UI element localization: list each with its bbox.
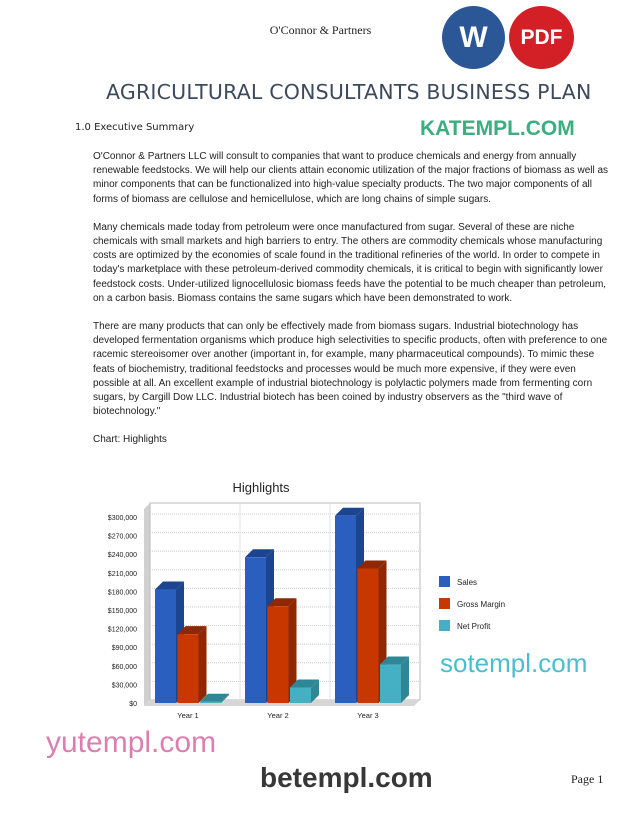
- watermark-logo: sotempl.com: [440, 648, 588, 678]
- bar-sales: [155, 590, 176, 703]
- y-tick-label: $150,000: [107, 608, 137, 615]
- y-tick-label: $90,000: [111, 645, 137, 653]
- paragraph: Many chemicals made today from petroleum were once manufactured from sugar. Several of these are niche chemicals with small markets and high barriers to entry. The others are commodity chemicals whose manufacturing costs are optimized by the economies of scale found in the traditional refineries of the world. In order to compete in today's marketplace with these petroleum-derived commodity chemicals, it is critical to begin with significantly lower feedstock costs. Under-utilized lignocellulosic biomass feeds have the potential to be much cheaper than petroleum, on a carbon basis. Biomass contains the same sugars which have been demonstrated to work.: [93, 221, 607, 304]
- bar-gross-margin: [178, 634, 199, 703]
- page-header: O'Connor & Partners: [269, 23, 372, 37]
- legend-swatch: [439, 576, 450, 587]
- paragraph: O'Connor & Partners LLC will consult to companies that want to produce chemicals and energy from annually renewable feedstocks. We will help our clients attain economic utilization of the major fractions of biomass as well as minor components that can be functionalized into high-value specialty products. The two major components of all forms of biomass are cellulose and hemicellulose, which are long chains of simple sugars.: [93, 151, 609, 205]
- pdf-badge-icon[interactable]: PDF: [509, 6, 574, 69]
- y-tick-label: $210,000: [107, 570, 137, 578]
- legend-label: Gross Margin: [457, 600, 506, 609]
- bar-side-gross-margin: [379, 560, 387, 703]
- bar-side-net-profit: [311, 680, 319, 704]
- y-tick-label: $180,000: [107, 589, 137, 597]
- y-tick-label: $60,000: [111, 663, 137, 671]
- chart-side-wall: [144, 503, 150, 706]
- watermark-logo: yutempl.com: [46, 726, 217, 759]
- bar-side-net-profit: [401, 657, 409, 703]
- y-tick-label: $0: [129, 701, 137, 708]
- chart-title: Highlights: [232, 480, 290, 495]
- bar-top-gross-margin: [178, 626, 207, 634]
- bar-sales: [335, 516, 356, 703]
- x-tick-label: Year 1: [177, 711, 199, 720]
- word-badge-icon[interactable]: W: [442, 6, 505, 69]
- document-body: [93, 150, 613, 462]
- bar-top-sales: [245, 549, 274, 557]
- legend-swatch: [439, 598, 450, 609]
- bar-sales: [245, 557, 266, 703]
- bar-top-net-profit: [200, 694, 229, 702]
- bar-top-sales: [155, 582, 184, 590]
- section-heading: 1.0 Executive Summary: [75, 122, 195, 133]
- document-title: AGRICULTURAL CONSULTANTS BUSINESS PLAN: [106, 80, 592, 104]
- bar-gross-margin: [358, 568, 379, 703]
- y-tick-label: $270,000: [107, 533, 137, 541]
- bar-side-sales: [356, 508, 364, 703]
- bar-side-gross-margin: [199, 626, 207, 703]
- legend-label: Sales: [457, 578, 478, 587]
- bar-net-profit: [380, 665, 401, 703]
- y-tick-label: $300,000: [107, 515, 137, 522]
- paragraph: There are many products that can only be effectively made from biomass sugars. Industrial biotechnology has developed fermentation organisms which produce high selectivities to specific products, often with preference to one racemic stereoisomer over another (important in, for example, many pharmaceutical compounds). To mimic these feats of biochemistry, traditional feedstocks and processes would be much more expensive, if they were even possible at all. An excellent example of industrial biotechnology is polylactic polymers made from fermenting corn sugars, by Cargill Dow LLC. Industrial biotech has been coined by industry observers as the "third wave of biotechnology.": [93, 321, 608, 418]
- bar-top-sales: [335, 508, 364, 516]
- y-tick-label: $120,000: [107, 626, 137, 634]
- bar-side-sales: [266, 549, 274, 703]
- bar-side-gross-margin: [289, 598, 297, 703]
- watermark-logo: KATEMPL.COM: [420, 117, 575, 140]
- legend-swatch: [439, 620, 450, 631]
- x-tick-label: Year 2: [267, 711, 289, 720]
- bar-side-sales: [176, 582, 184, 703]
- chart-caption: Chart: Highlights: [93, 434, 167, 446]
- y-tick-label: $240,000: [107, 552, 137, 560]
- bar-net-profit: [200, 702, 221, 703]
- y-tick-label: $30,000: [111, 682, 137, 690]
- watermark-logo: betempl.com: [260, 762, 433, 793]
- x-tick-label: Year 3: [357, 711, 379, 720]
- bar-top-net-profit: [380, 657, 409, 665]
- bar-top-net-profit: [290, 680, 319, 688]
- legend-label: Net Profit: [457, 622, 491, 631]
- bar-gross-margin: [268, 606, 289, 703]
- bar-top-gross-margin: [268, 598, 297, 606]
- chart-back-wall: [150, 503, 420, 700]
- bar-net-profit: [290, 688, 311, 704]
- bar-top-gross-margin: [358, 560, 387, 568]
- chart-floor: [144, 700, 420, 706]
- page-number: Page 1: [571, 772, 604, 786]
- bar-side-net-profit: [221, 694, 229, 703]
